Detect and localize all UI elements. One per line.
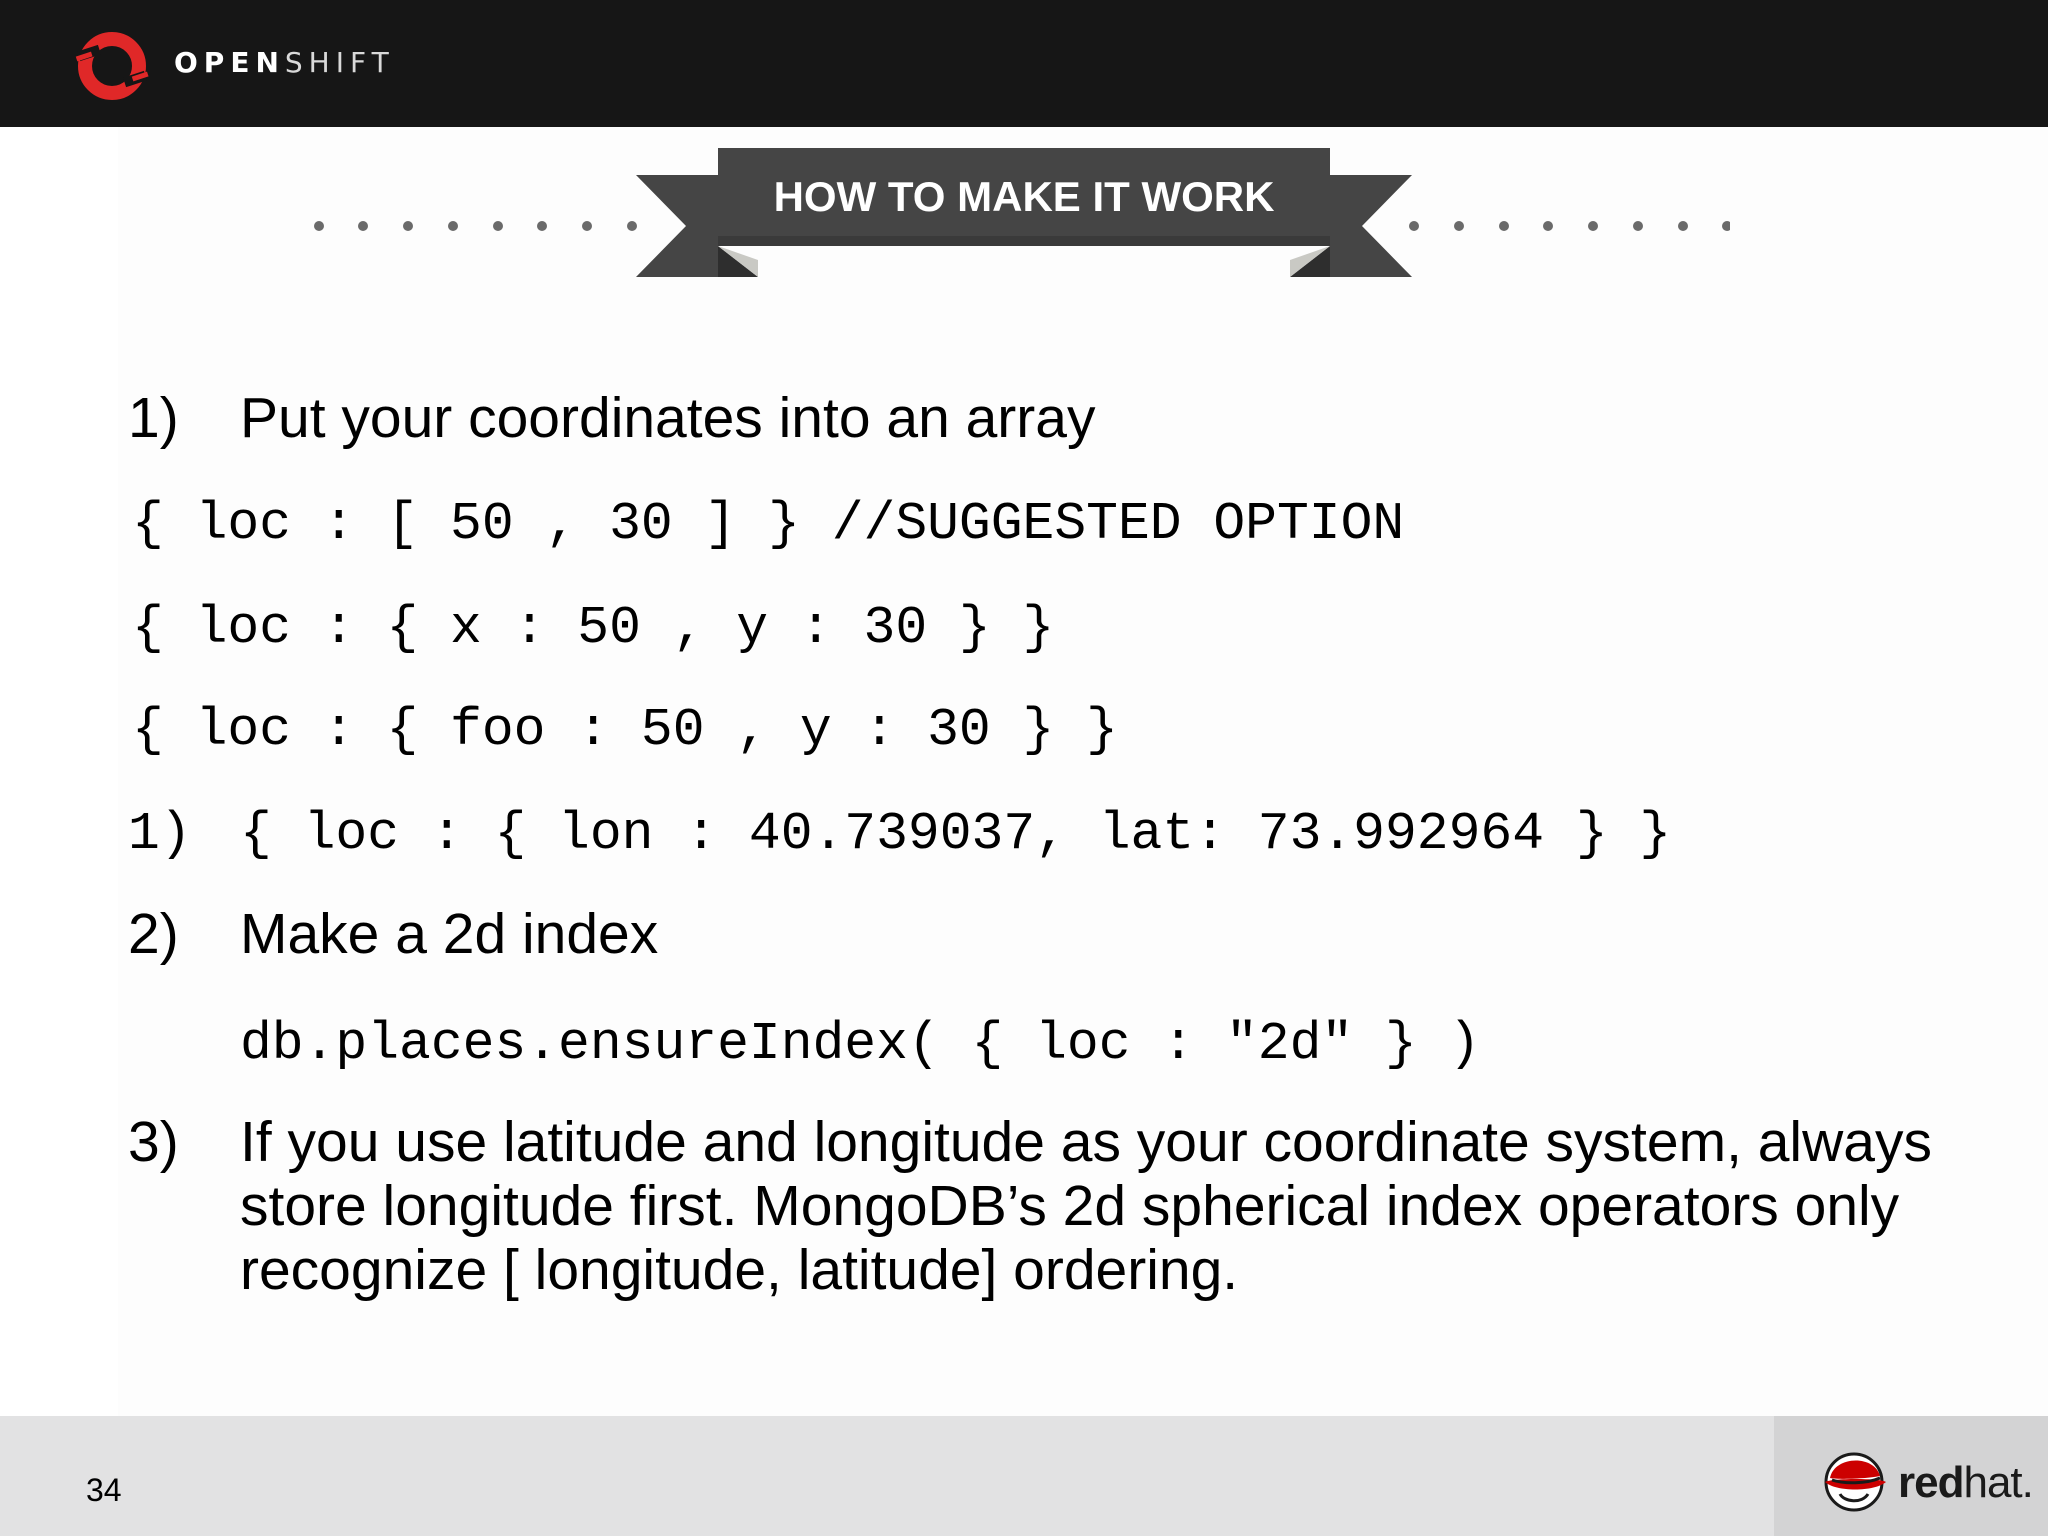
code-line-xy: { loc : { x : 50 , y : 30 } } xyxy=(132,598,1055,658)
step-3-line-2: store longitude first. MongoDB’s 2d spherical index operators only xyxy=(240,1174,1900,1238)
page-number: 34 xyxy=(86,1472,122,1508)
openshift-brand xyxy=(174,46,395,79)
decorative-dots-left xyxy=(300,210,640,240)
code-line-foo: { loc : { foo : 50 , y : 30 } } xyxy=(132,700,1118,760)
step-3-line-3: recognize [ longitude, latitude] ordering. xyxy=(240,1238,1239,1302)
step-2-number: 2) xyxy=(128,902,179,966)
redhat-red: red xyxy=(1898,1458,1964,1507)
footer-bar xyxy=(0,1416,1774,1536)
code-line-suggested: { loc : [ 50 , 30 ] } //SUGGESTED OPTION xyxy=(132,494,1405,554)
brand-open: OPEN xyxy=(174,46,285,79)
redhat-wordmark xyxy=(1898,1458,2033,1508)
code-line-4-number: 1) xyxy=(128,804,192,864)
step-1-number: 1) xyxy=(128,386,179,450)
step-1-text: Put your coordinates into an array xyxy=(240,386,1096,450)
decorative-dots-right xyxy=(1390,210,1730,240)
code-ensure-index: db.places.ensureIndex( { loc : "2d" } ) xyxy=(240,1014,1481,1074)
step-3-line-1: If you use latitude and longitude as your coordinate system, always xyxy=(240,1110,1932,1174)
redhat-shadowman-icon xyxy=(1822,1448,1892,1512)
redhat-hat: hat. xyxy=(1963,1458,2033,1507)
step-2-text: Make a 2d index xyxy=(240,902,659,966)
step-3-number: 3) xyxy=(128,1110,179,1174)
code-line-lonlat: { loc : { lon : 40.739037, lat: 73.992964 } } xyxy=(240,804,1672,864)
brand-shift: SHIFT xyxy=(284,46,395,79)
slide-title: HOW TO MAKE IT WORK xyxy=(773,173,1275,220)
openshift-icon xyxy=(72,26,152,106)
